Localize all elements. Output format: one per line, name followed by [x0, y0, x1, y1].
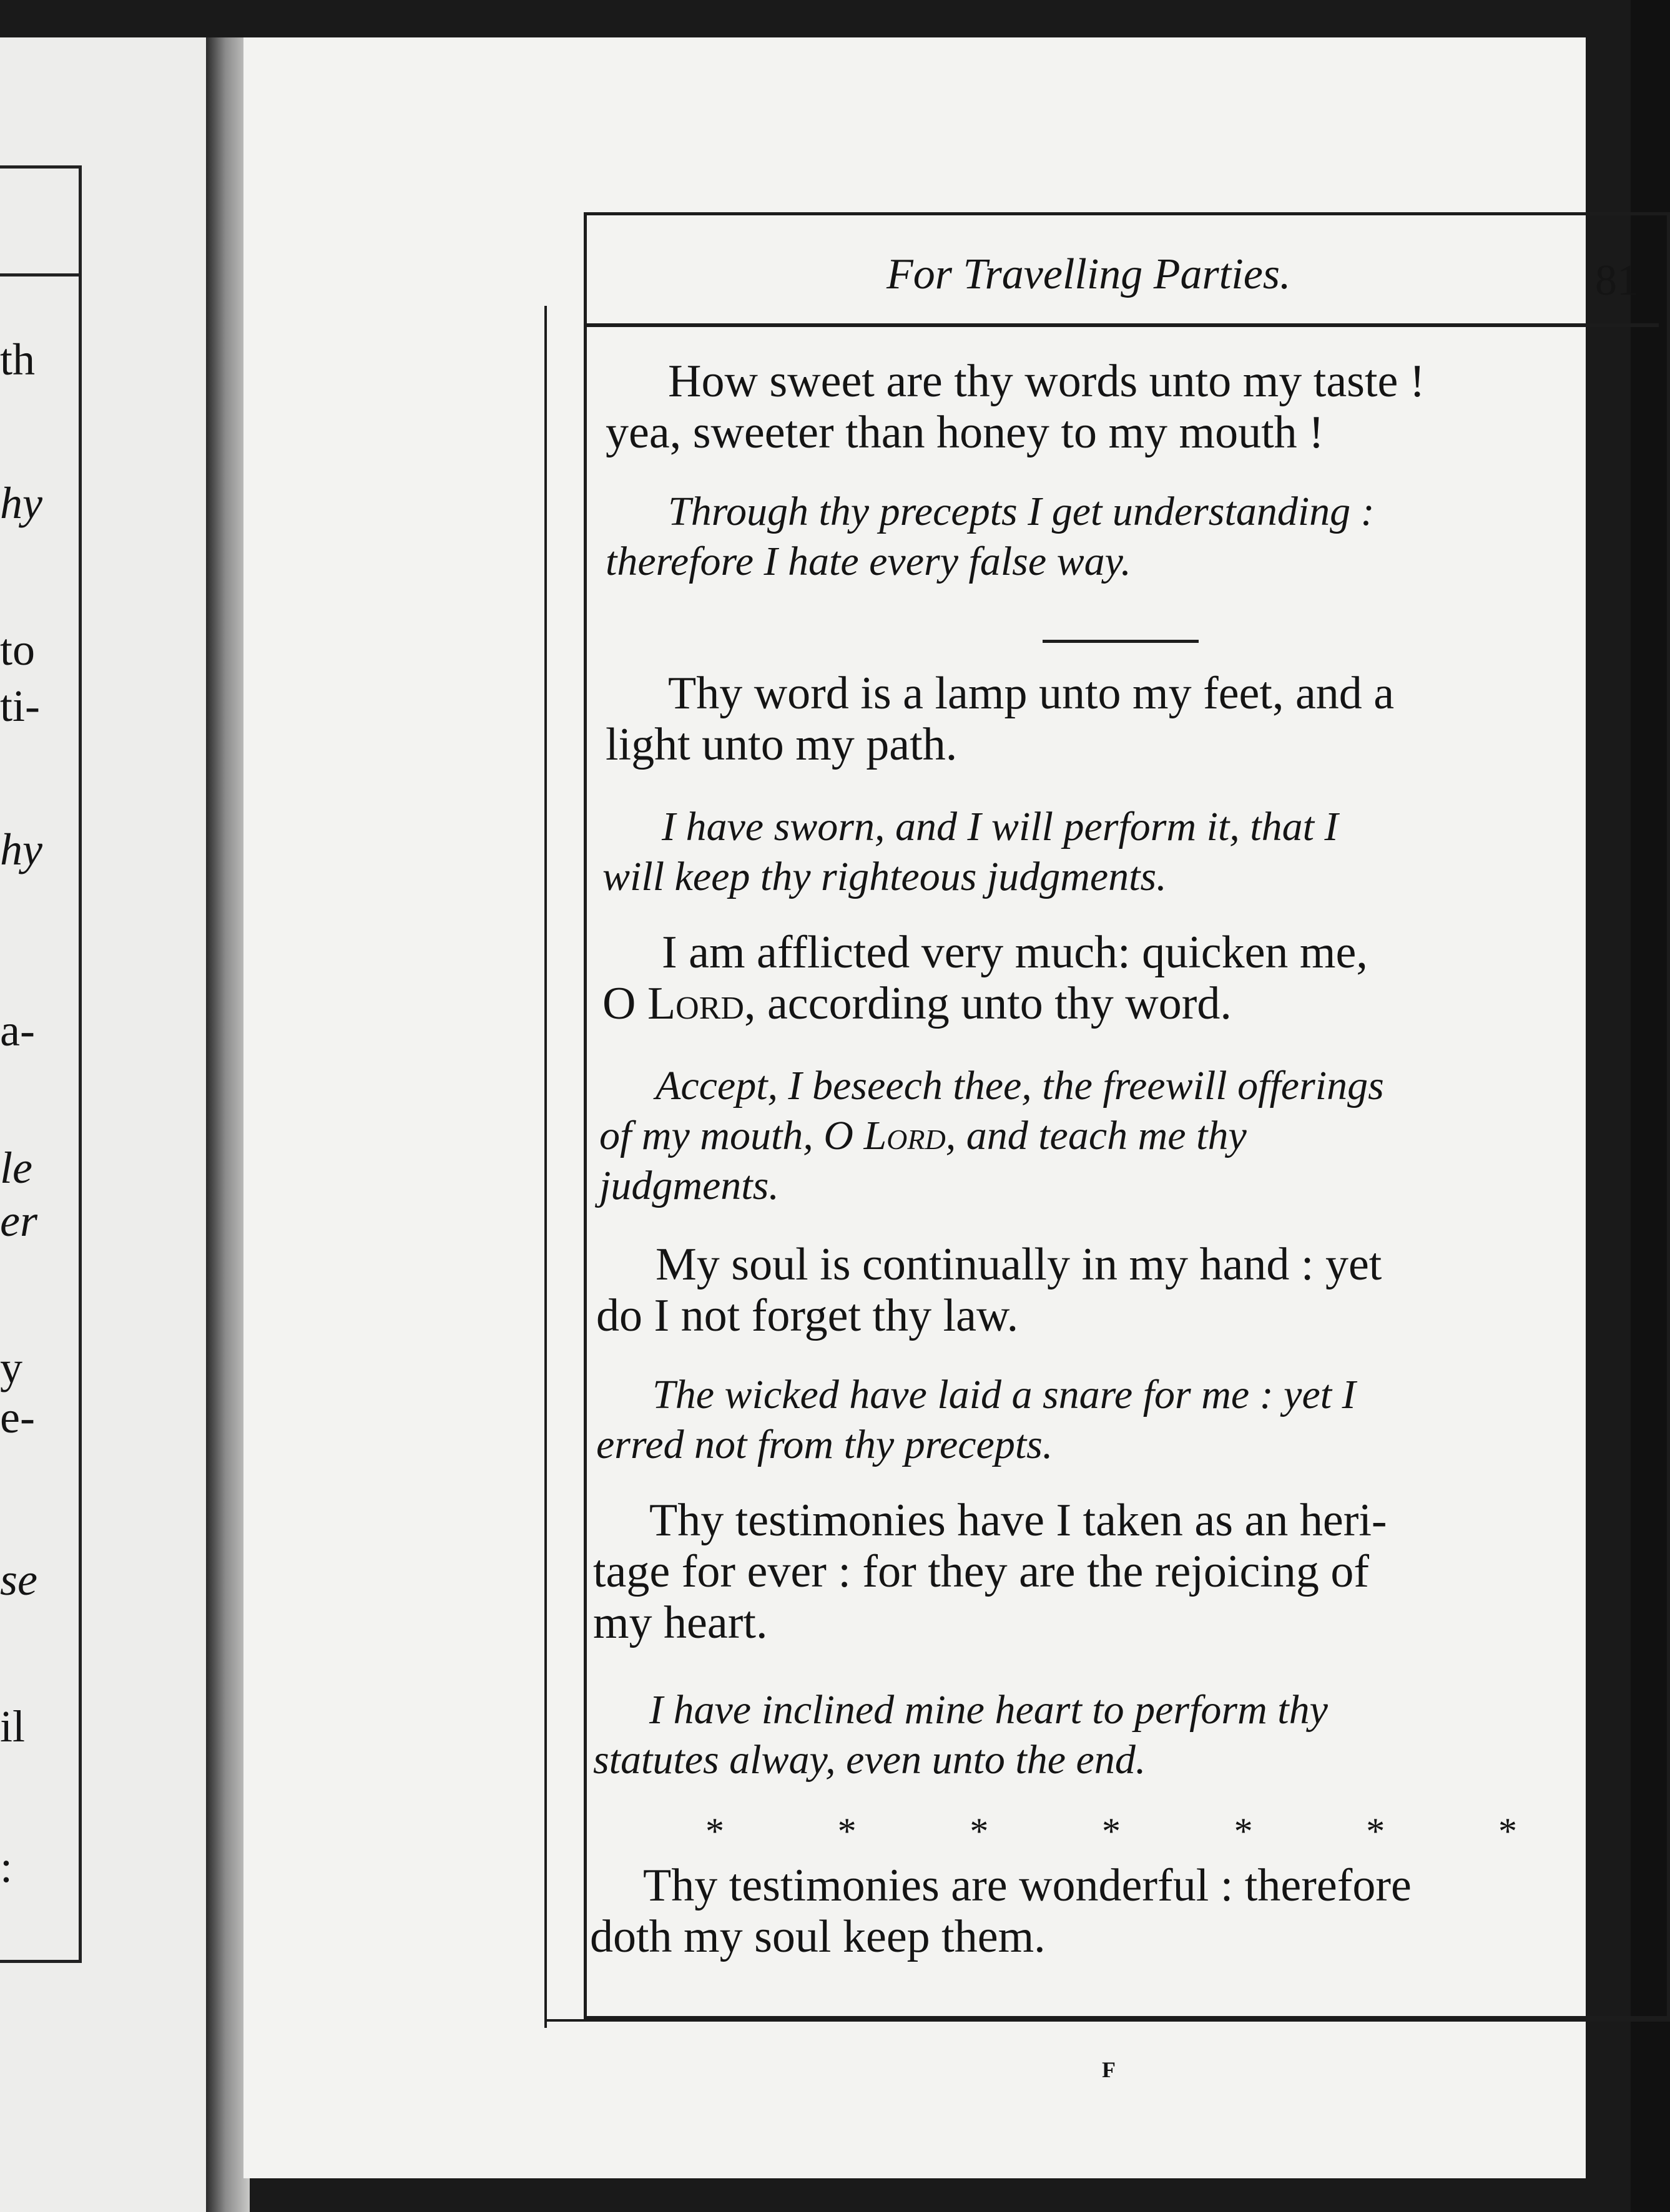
- verse-line: Thy testimonies have I taken as an heri-: [649, 1495, 1387, 1546]
- verse-line: doth my soul keep them.: [590, 1911, 1046, 1962]
- left-page-fragment: :: [0, 1842, 13, 1892]
- section-divider: [1043, 640, 1199, 643]
- verse-line: judgments.: [599, 1163, 779, 1208]
- left-page-fragment: se: [0, 1555, 37, 1605]
- verse-paragraph: [599, 1061, 1384, 1211]
- verse-line: I am afflicted very much: quicken me,: [662, 927, 1368, 978]
- verse-line: I have inclined mine heart to perform thy: [649, 1687, 1328, 1733]
- verse-paragraph: [593, 1495, 1387, 1648]
- verse-line: I have sworn, and I will perform it, that I: [662, 804, 1338, 849]
- right-page: [243, 37, 1639, 2178]
- verse-line: Thy testimonies are wonderful : therefore: [643, 1860, 1412, 1911]
- frame-outer-left-rule: [544, 306, 586, 2028]
- asterisk: *: [970, 1811, 989, 1852]
- small-caps-lord: Lord: [863, 1113, 946, 1158]
- running-title: For Travelling Parties.: [887, 250, 1291, 298]
- asterisk: *: [705, 1811, 724, 1852]
- asterism: [705, 1810, 1517, 1853]
- left-page-fragment: hy: [0, 825, 42, 874]
- left-page-fragment: hy: [0, 478, 42, 528]
- left-page-fragment: il: [0, 1701, 26, 1751]
- running-head: [584, 243, 1639, 306]
- left-page-fragment: e-: [0, 1392, 35, 1442]
- left-page-fragment: er: [0, 1196, 37, 1246]
- verse-paragraph: [606, 487, 1375, 587]
- verse-line: therefore I hate every false way.: [606, 539, 1131, 584]
- signature-mark: F: [1102, 2057, 1116, 2082]
- verse-paragraph: [596, 1239, 1382, 1341]
- asterisk: *: [1366, 1811, 1385, 1852]
- verse-line: erred not from thy precepts.: [596, 1422, 1053, 1467]
- left-page-fragment: y: [0, 1343, 22, 1392]
- asterisk: *: [1101, 1811, 1121, 1852]
- verse-line: The wicked have laid a snare for me : yet I: [652, 1372, 1356, 1417]
- verse-line: will keep thy righteous judgments.: [602, 854, 1167, 899]
- left-page-fragment: to: [0, 625, 36, 675]
- left-page-fragment: ti-: [0, 681, 40, 731]
- verse-paragraph: [596, 1370, 1356, 1470]
- left-page-fragment: a-: [0, 1006, 35, 1055]
- verse-paragraph: [606, 668, 1395, 770]
- left-page-fragment: th: [0, 335, 36, 384]
- verse-line: light unto my path.: [606, 719, 958, 770]
- verse-paragraph: [590, 1860, 1412, 1962]
- verse-paragraph: [602, 802, 1338, 902]
- verse-line: tage for ever : for they are the rejoicing of: [593, 1546, 1370, 1597]
- asterisk: *: [1234, 1811, 1253, 1852]
- verse-line: yea, sweeter than honey to my mouth !: [606, 407, 1324, 458]
- asterisk: *: [1498, 1811, 1517, 1852]
- header-rule: [584, 323, 1659, 327]
- verse-line: My soul is continually in my hand : yet: [656, 1239, 1382, 1290]
- small-caps-lord: Lord: [647, 978, 744, 1029]
- verse-paragraph: [602, 927, 1368, 1029]
- verse-line: do I not forget thy law.: [596, 1290, 1019, 1341]
- verse-paragraph: [593, 1685, 1328, 1785]
- verse-line: How sweet are thy words unto my taste !: [668, 356, 1425, 407]
- asterisk: *: [837, 1811, 857, 1852]
- verse-line: of my mouth, O Lord, and teach me thy: [599, 1113, 1247, 1158]
- left-page-head-rule: [0, 273, 79, 276]
- page-number: 81: [1595, 257, 1639, 305]
- verse-line: Accept, I beseech thee, the freewill offerings: [656, 1063, 1384, 1108]
- left-page-edge: [0, 37, 212, 2212]
- verse-line: Thy word is a lamp unto my feet, and a: [668, 668, 1395, 719]
- left-page-fragment: le: [0, 1143, 32, 1193]
- left-page-frame: [0, 165, 82, 1963]
- verse-line: statutes alway, even unto the end.: [593, 1737, 1146, 1783]
- verse-paragraph: [606, 356, 1425, 458]
- verse-line: O Lord, according unto thy word.: [602, 978, 1232, 1029]
- verse-line: my heart.: [593, 1597, 768, 1648]
- frame-outer-bottom-rule: [544, 2019, 1670, 2030]
- verse-line: Through thy precepts I get understanding :: [668, 489, 1375, 534]
